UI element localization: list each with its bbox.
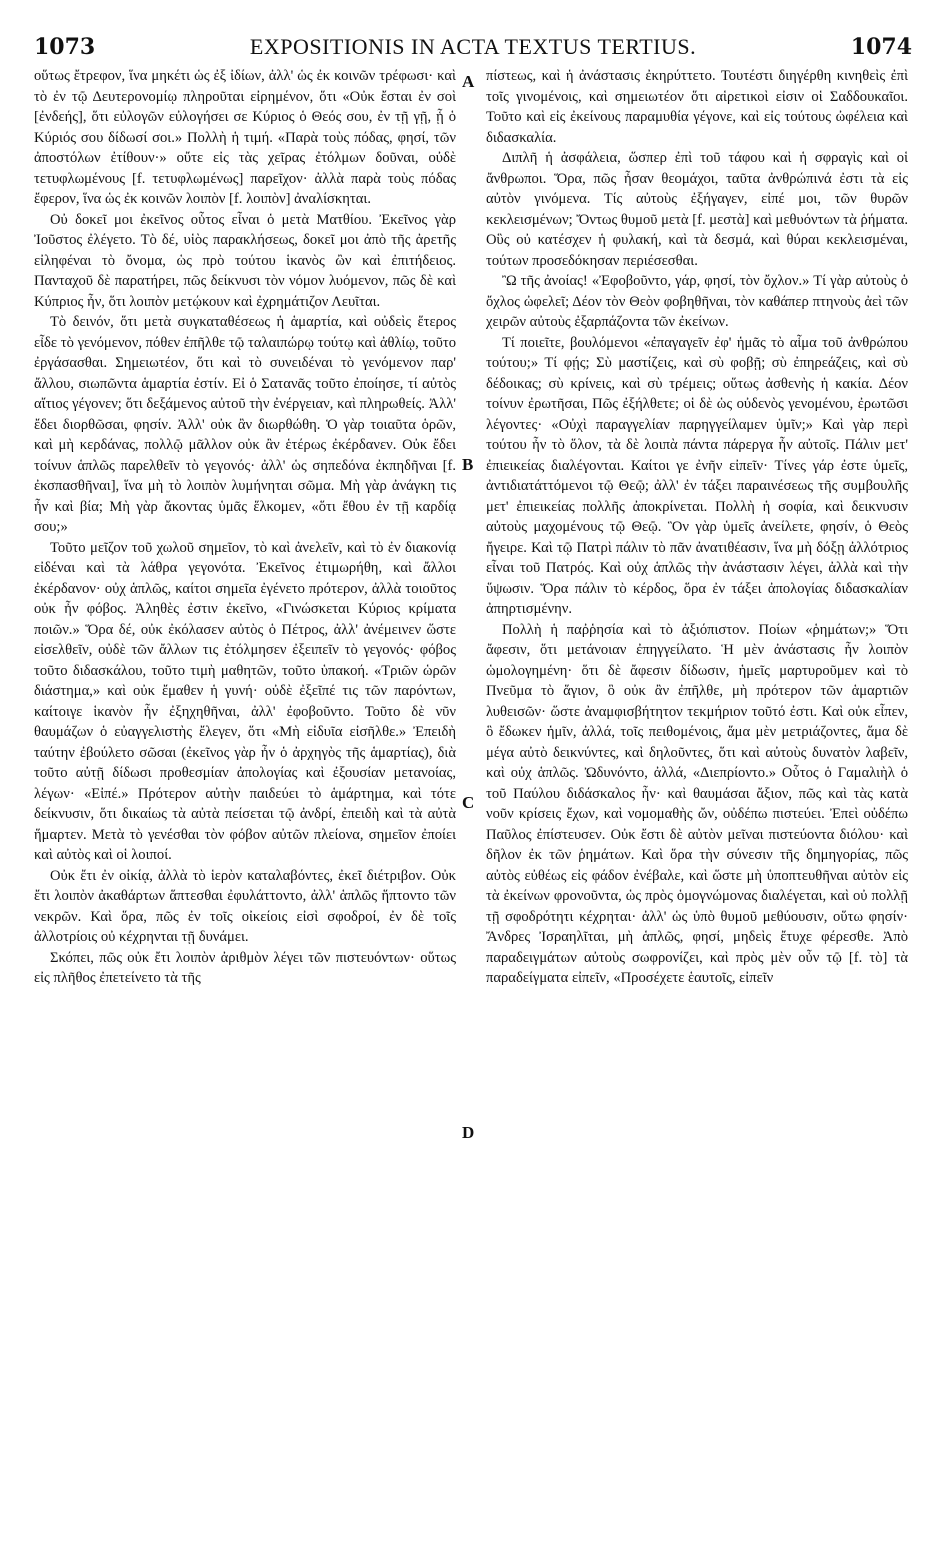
paragraph: πίστεως, καὶ ἡ ἀνάστασις ἐκηρύττετο. Τουτέστι διηγέρθη κινηθεὶς ἐπὶ τοῖς γινομένοις, καὶ σημειωτέον ὅτι αἱρετικοὶ εἰσιν οἱ Σαδδουκαῖοι. Τοῦτο καὶ εἰς ἐκείνους παραμυθία γέγονε, καὶ εἰς τούτους ὠφέλεια καὶ διδασκαλία. (486, 68, 908, 146)
paragraph: οὕτως ἔτρεφον, ἵνα μηκέτι ὡς ἐξ ἰδίων, ἀλλ' ὡς ἐκ κοινῶν τρέφωσι· καὶ τὸ ἐν τῷ Δευτερονομίῳ πληροῦται εἰρημένον, ὅτι «Οὐκ ἔσται ἐν σοὶ [ἐνδεής], ὅτι εὐλογῶν εὐλογήσει σε Κύριος ὁ Θεός σου, ἐν τῇ γῇ, ᾗ ὁ Κύριός σου δίδωσί σοι.» Πολλὴ ἡ τιμή. «Παρὰ τοὺς πόδας, φησί, τῶν ἀποστόλων ἐτίθουν·» οὔτε εἰς τὰς χεῖρας ἐτόλμων δοῦναι, οὐδὲ τετυφλωμένους [f. τετυφλωμένως] παρεῖχον· ἀλλὰ παρὰ τοὺς πόδας ἔφερον, ἵνα ὡς ἐκ κοινῶν λοιπὸν [f. λοιπὸν] ἀναλίσκηται. (34, 68, 456, 207)
paragraph: Τοῦτο μεῖζον τοῦ χωλοῦ σημεῖον, τὸ καὶ ἀνελεῖν, καὶ τὸ ἐν διακονίᾳ εἰδέναι καὶ τὰ λάθρα γεγονότα. Ἐκεῖνος ἐτιμωρήθη, καὶ ἄλλοι ἐκέρδανον· οὐχ ἁπλῶς, καίτοι σημεῖα ἐγένετο πρότερον, ἀλλὰ τοιοῦτος οὐκ ἦν φόβος. Ἀληθὲς ἐστιν ἐκεῖνο, «Γινώσκεται Κύριος κρίματα ποιῶν.» Ὅρα δέ, οὐκ ἐκόλασεν αὐτὸς ὁ Πέτρος, ἀλλ' ἀνέμεινεν ὥστε εἰσελθεῖν, οὐδὲ τῶν ἄλλων τις ἐτόλμησεν ἐξειπεῖν τὸ γεγονός· φόβος τοῦτο διδασκάλου, τοῦτο τιμὴ μαθητῶν, τοῦτο ὑπακοή. «Τριῶν ὡρῶν διάστημα,» καὶ οὐκ ἔμαθεν ἡ γυνή· οὐδὲ ἐξεῖπέ τις τῶν παρόντων, καίτοιγε ἱκανὸν ἦν ἐξηχηθῆναι, ἀλλ' ἐφοβοῦντο. Τοῦτο δὲ νῦν θαυμάζων ὁ εὐαγγελιστὴς ἔλεγεν, ὅτι «Μὴ εἰδυῖα εἰσῆλθε.» Ἐπειδὴ ταύτην ἐβούλετο σῶσαι (ἐκεῖνος γὰρ ἦν ὁ ἀρχηγὸς τῆς ἁμαρτίας), διὰ τοῦτο αὐτῇ δίδωσι προθεσμίαν ἀπολογίας καὶ ἐξουσίαν μετανοίας, λέγων· «Εἰπέ.» Πρότερον αὐτὴν παιδεύει τὸ ἁμάρτημα, καὶ τότε δείκνυσιν, ὅτι δικαίως τὰ αὐτὰ πείσεται τῷ ἀνδρί, ἐπειδὴ καὶ τὰ αὐτὰ ἥμαρτεν. Μετὰ τὸ γενέσθαι τὸν φόβον αὐτῶν πλείονα, σημεῖον ἐποίει καὶ αὐτὸς καὶ οἱ λοιποί. (34, 539, 456, 863)
paragraph: Οὐ δοκεῖ μοι ἐκεῖνος οὗτος εἶναι ὁ μετὰ Ματθίου. Ἐκεῖνος γὰρ Ἰοῦστος ἐλέγετο. Τὸ δέ, υἱὸς παρακλήσεως, δοκεῖ μοι ἀπὸ τῆς ἀρετῆς εἰληφέναι τὸ ὄνομα, ὡς πρὸ τούτου ἱκανὸς ὢν καὶ ἐπιτήδειος. Πανταχοῦ δὲ παρατήρει, πῶς δείκνυσι τὸν νόμον λυόμενον, πῶς δὲ καὶ Κύπριος ἦν, ὅτι λοιπὸν μετῴκουν καὶ ἐχρημάτιζον Λευῖται. (34, 211, 456, 310)
section-marker-a: A (462, 72, 475, 91)
paragraph: Σκόπει, πῶς οὐκ ἔτι λοιπὸν ἀριθμὸν λέγει τῶν πιστευόντων· οὕτως εἰς πλῆθος ἐπετείνετο τὰ τῆς (34, 949, 456, 986)
left-column (34, 66, 456, 989)
section-marker-d: D (462, 1123, 475, 1142)
section-marker-c: C (462, 793, 475, 812)
page-number-left: 1073 (34, 34, 96, 60)
running-title: EXPOSITIONIS IN ACTA TEXTUS TERTIUS. (249, 34, 697, 59)
right-column (486, 66, 908, 989)
paragraph: Διπλῆ ἡ ἀσφάλεια, ὥσπερ ἐπὶ τοῦ τάφου καὶ ἡ σφραγὶς καὶ οἱ ἄνθρωποι. Ὅρα, πῶς ἦσαν θεομάχοι, ταῦτα ἀνθρώπινά ἐστι τὰ εἰς αὐτὸν γινόμενα. Τίς αὐτοὺς ἐξήγαγεν, εἰπέ μοι, τῶν θυρῶν κεκλεισμένων; Ὄντως θυμοῦ μετὰ [f. μεστὰ] καὶ μεθυόντων τὰ ῥήματα. Οὓς οὐ κατέσχεν ἡ φυλακή, καὶ τὰ δεσμά, καὶ θύραι κεκλεισμέναι, τούτων προσεδόκησαν περιέσεσθαι. (486, 150, 909, 269)
page-number-right: 1074 (850, 34, 912, 60)
section-marker-b: B (462, 455, 474, 474)
paragraph: Πολλὴ ἡ παῤῥησία καὶ τὸ ἀξιόπιστον. Ποίων «ῥημάτων;» Ὅτι ἄφεσιν, ὅτι μετάνοιαν ἐπηγγείλατο. Ἡ μὲν ἀνάστασις ἦν λοιπὸν ὡμολογημένη· ὅτι δὲ ἄφεσιν δίδωσιν, ἡμεῖς μαρτυροῦμεν καὶ τὸ Πνεῦμα τὸ ἅγιον, ὃ οὐκ ἂν ἐπῆλθε, μὴ πρότερον τῶν ἁμαρτιῶν λυθεισῶν· ὥστε ἀναμφισβήτητον τεκμήριον τοῦτό ἐστι. Καὶ οὐκ εἶπεν, ὃ ἔδωκεν ἡμῖν, ἀλλά, τοῖς πειθομένοις, ἅμα μὲν μετριάζοντες, ἅμα δὲ μέγα αὐτὸ δεικνύντες, καὶ δηλοῦντες, ὅτι καὶ αὐτοὺς δυνατὸν λαβεῖν, καὶ οὐχ ἁπλῶς. Ὠδυνόντο, ἀλλά, «Διεπρίοντο.» Οὗτος ὁ Γαμαλιὴλ ὁ τοῦ Παύλου διδάσκαλος ἦν· καὶ θαυμάσαι ἄξιον, πῶς καὶ τὰς κατὰ νοῦν κρίσεις ἔχων, καὶ νομομαθὴς ὤν, οὐδέπω πιστεύει. Ἐπεὶ οὐδέπω Παῦλος ἐπίστευσεν. Οὐκ ἔστι δὲ αὐτὸν μεῖναι πιστεύοντα διόλου· καὶ δῆλον ἐκ τῶν ῥημάτων. Καὶ ὅρα τὴν σύνεσιν τῆς δημηγορίας, πῶς αὐτὸς εὐθέως εἰς φάδον ἐνέβαλε, καὶ ὥστε μὴ ὑποπτευθῆναι αὐτὸν εἰς τὰ ἐκείνων φρονοῦντα, ὡς πρὸς ὁμογνώμονας διαλέγεται, καὶ οὐ πολλῇ τῇ σφοδρότητι κέχρηται· ἀλλ' ὡς ὑπὸ θυμοῦ μεθύουσιν, οὕτω φησίν· Ἄνδρες Ἰσραηλῖται, μὴ ἁπλῶς, φησί, μηδεὶς ἔτυχε φέρεσθε. Ἀπὸ παραδειγμάτων αὐτοὺς σωφρονίζει, καὶ πρὸς μὲν οὖν τῷ [f. τὸ] τὰ παραδείγματα εἰπεῖν, «Προσέχετε ἑαυτοῖς, εἰπεῖν (486, 621, 908, 986)
paragraph: Τί ποιεῖτε, βουλόμενοι «ἐπαγαγεῖν ἐφ' ἡμᾶς τὸ αἷμα τοῦ ἀνθρώπου τούτου;» Τί φῄς; Σὺ μαστίζεις, καὶ σὺ φοβῇ; σὺ ἐπηρεάζεις, καὶ σὺ δέδοικας; σὺ κρίνεις, καὶ σὺ τρέμεις; οὕτως ἀσθενὴς ἡ κακία. Δέον τοίνυν ἐρωτῆσαι, Πῶς ἐξήλθετε; οἱ δὲ ὡς οὐδενὸς γενομένου, ἐρωτῶσι λέγοντες· «Οὐχὶ παραγγελίαν παρηγγείλαμεν ὑμῖν;» Καὶ γὰρ περὶ τούτου ἦν τὸ ὅλον, τὰ δὲ λοιπὰ πάντα πάρεργα ἦν αὐτοῖς. Πάλιν μετ' ἐπιεικείας διαλέγονται. Καίτοι γε ἐνῆν εἰπεῖν· Τίνες γάρ ἐστε ὑμεῖς, ἀντιδιατάττόμενοι τῷ Θεῷ; ἀλλ' ἐν τάξει παραινέσεως τῆς συμβουλῆς μετ' ἐπιεικείας πολλῆς ἀποκρίνεται. Πολλὴ ἡ σοφία, καὶ δεικνυσιν αὐτοὺς μαχομένους τῷ Θεῷ. Ὃν γὰρ ὑμεῖς ἀνείλετε, φησίν, ὁ Θεὸς ἤγειρε. Καὶ τῷ Πατρὶ πάλιν τὸ πᾶν ἀνατιθέασιν, ἵνα μὴ δόξῃ ἀλλότριος εἶναι τοῦ Πατρός. Καὶ οὐχ ἁπλῶς τὴν ἀνάστασιν λέγει, ἀλλὰ καὶ τὴν ὕψωσιν. Ὅρα πάλιν τὸ κέρδος, ὅρα ἐν τάξει ἀπολογίας διδασκαλίαν ἀπηρτισμένην. (486, 334, 908, 617)
paragraph: Τὸ δεινόν, ὅτι μετὰ συγκαταθέσεως ἡ ἁμαρτία, καὶ οὐδεὶς ἕτερος εἶδε τὸ γενόμενον, πόθεν ἐπῆλθε τῷ ταλαιπώρῳ τούτῳ καὶ ἀθλίῳ, τοῦτο ἐργάσασθαι. Σημειωτέον, ὅτι καὶ τὸ συνειδέναι τὸ γενόμενον παρ' ἄλλου, σιωπῶντα ἁμαρτία ἐστίν. Εἰ ὁ Σατανᾶς τοῦτο ἐποίησε, τί αὐτὸς αἴτιος γέγονεν; ὅτι δεξάμενος αὐτοῦ τὴν ἐνέργειαν, καὶ πληρωθείς. Ἀλλ' ἔδει διορθῶσαι, φησίν. Ἀλλ' οὐκ ἂν διωρθώθη. Ὁ γὰρ τοιαῦτα ὁρῶν, καὶ μὴ κερδάνας, πολλῷ μᾶλλον οὐκ ἂν ἑτέρως ἐκέρδανεν. Οὐκ ἔδει τοίνυν ἁπλῶς παρελθεῖν τὸ γεγονός· ἀλλ' ὡς σηπεδόνα ἐκπηδῆναι [f. ἐκσπασθῆναι], ἵνα μὴ τὸ λοιπὸν λυμήνηται σῶμα. Μὴ γὰρ ἀνάγκη τις ἦν καὶ βία; Μὴ γὰρ ἄκοντας ὑμᾶς ἕλκομεν, «ὅτι ἔθου ἐν τῇ καρδίᾳ σου;» (34, 314, 456, 535)
paragraph: Ὢ τῆς ἀνοίας! «Ἐφοβοῦντο, γάρ, φησί, τὸν ὄχλον.» Τί γὰρ αὐτοὺς ὁ ὄχλος ὠφελεῖ; Δέον τὸν Θεὸν φοβηθῆναι, τὸν καθάπερ πτηνοὺς ἀεὶ τῶν χειρῶν αὐτοὺς ἐξαρπάζοντα τῶν ἐκείνων. (486, 273, 908, 330)
running-header (34, 34, 912, 64)
paragraph: Οὐκ ἔτι ἐν οἰκίᾳ, ἀλλὰ τὸ ἱερὸν καταλαβόντες, ἐκεῖ διέτριβον. Οὐκ ἔτι λοιπὸν ἀκαθάρτων ἅπτεσθαι ἐφυλάττοντο, ἀλλ' ἁπλῶς ἥπτοντο τῶν νεκρῶν. Καὶ ὅρα, πῶς ἐν τοῖς οἰκείοις εἰσὶ σφοδροί, ἐν δὲ τοῖς ἀλλοτρίοις οὐ κέχρηνται τῇ δυνάμει. (34, 867, 456, 945)
